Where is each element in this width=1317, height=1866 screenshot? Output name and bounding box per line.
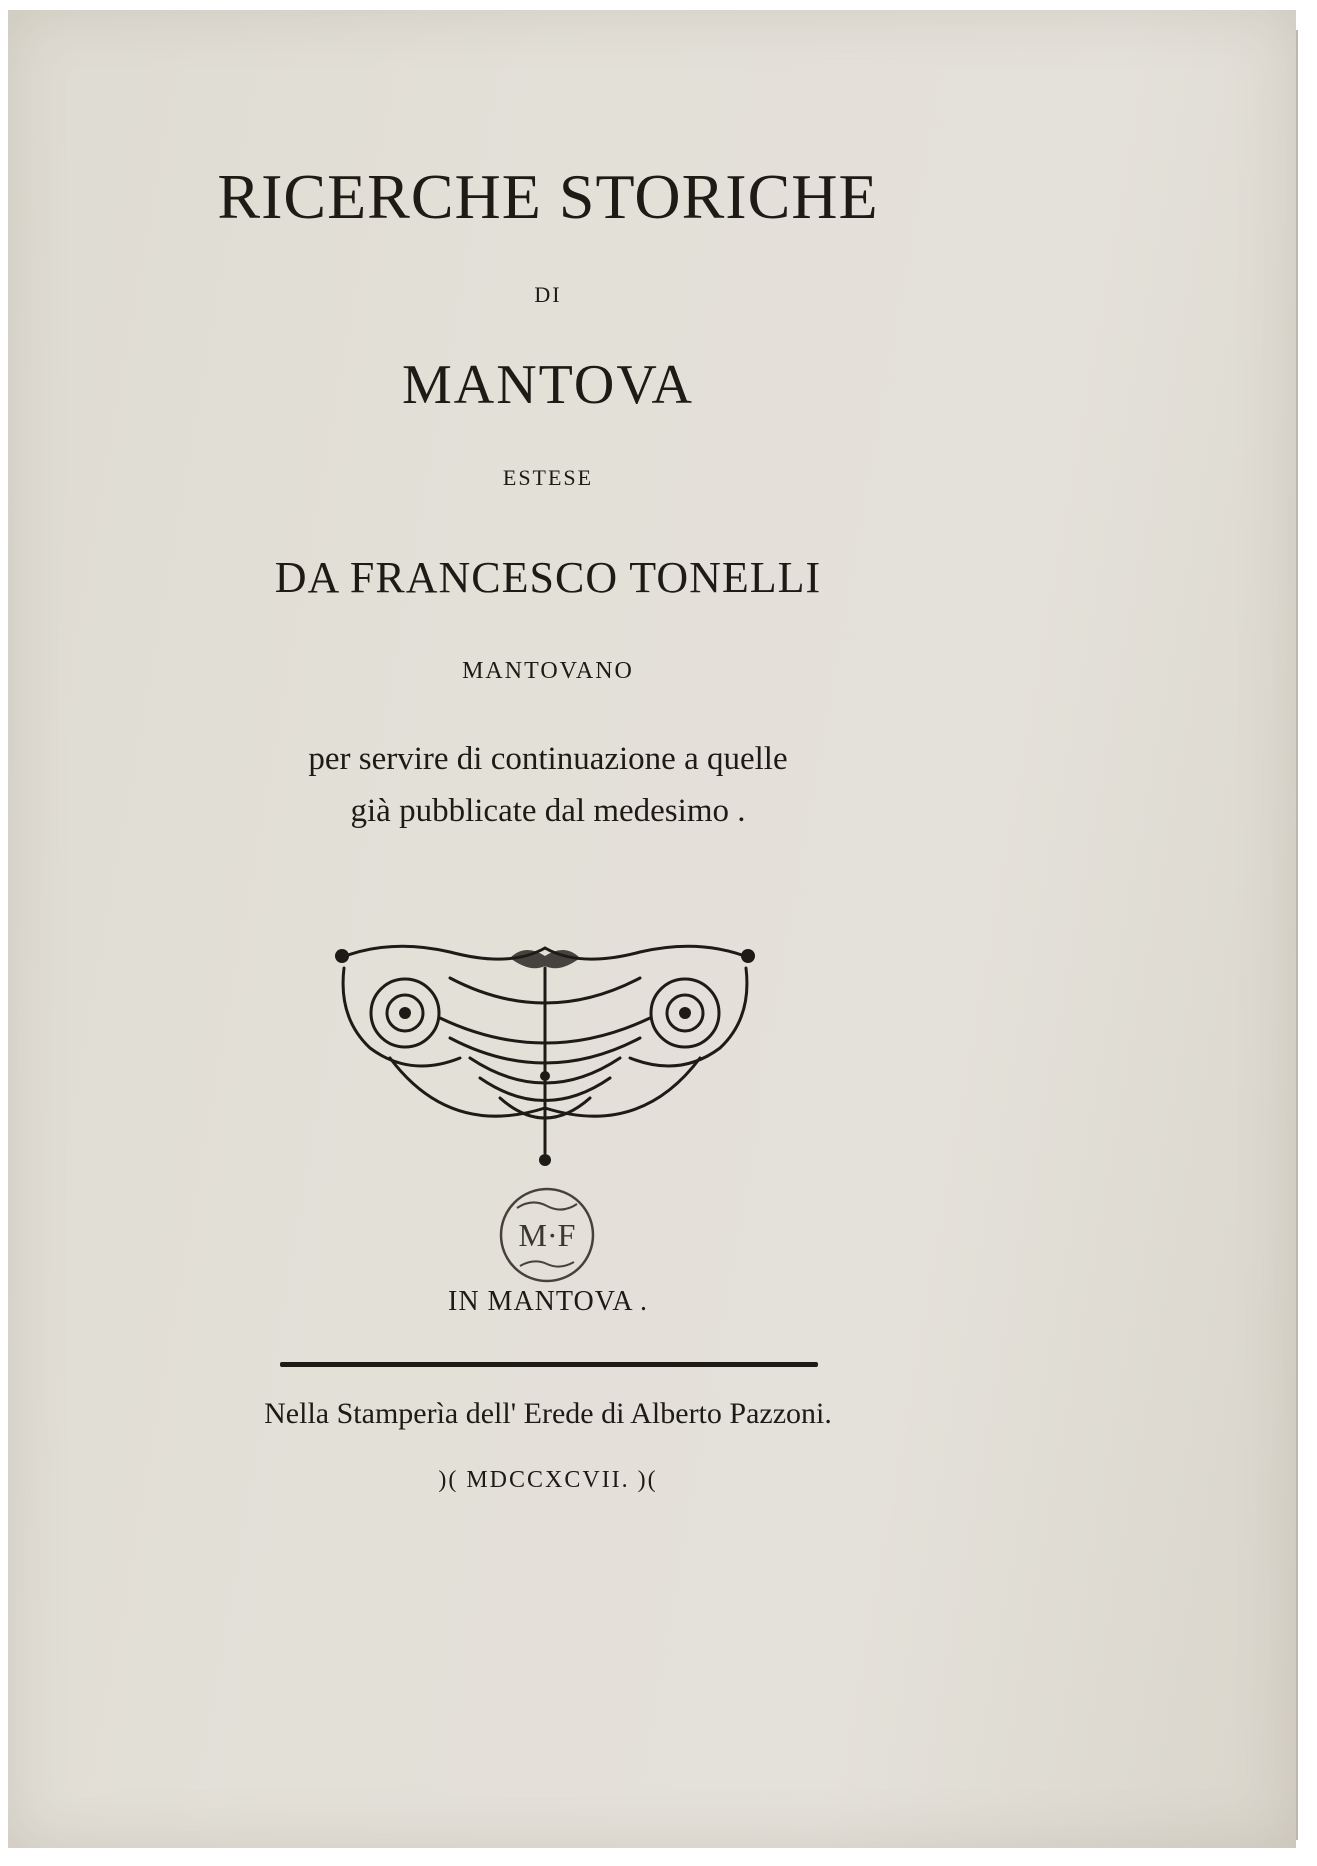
title-qualifier: ESTESE	[502, 465, 594, 490]
book-title: RICERCHE STORICHE	[217, 161, 879, 232]
title-subject: MANTOVA	[402, 354, 694, 416]
title-connector: DI	[534, 282, 562, 307]
description-line-2: già pubblicate dal medesimo .	[350, 793, 746, 829]
svg-text:M·F: M·F	[518, 1217, 576, 1253]
imprint-rule	[280, 1362, 818, 1367]
imprint-printer: Nella Stamperìa dell' Erede di Alberto Pazzoni.	[264, 1397, 832, 1430]
imprint-place: IN MANTOVA .	[448, 1286, 648, 1317]
library-stamp	[492, 1180, 602, 1290]
author-origin: MANTOVANO	[462, 658, 634, 684]
author-line: DA FRANCESCO TONELLI	[274, 553, 822, 602]
title-page	[8, 10, 1296, 1848]
imprint-date: )( MDCCXCVII. )(	[438, 1467, 658, 1493]
description-line-1: per servire di continuazione a quelle	[308, 741, 788, 777]
woodcut-ornament	[330, 938, 760, 1168]
